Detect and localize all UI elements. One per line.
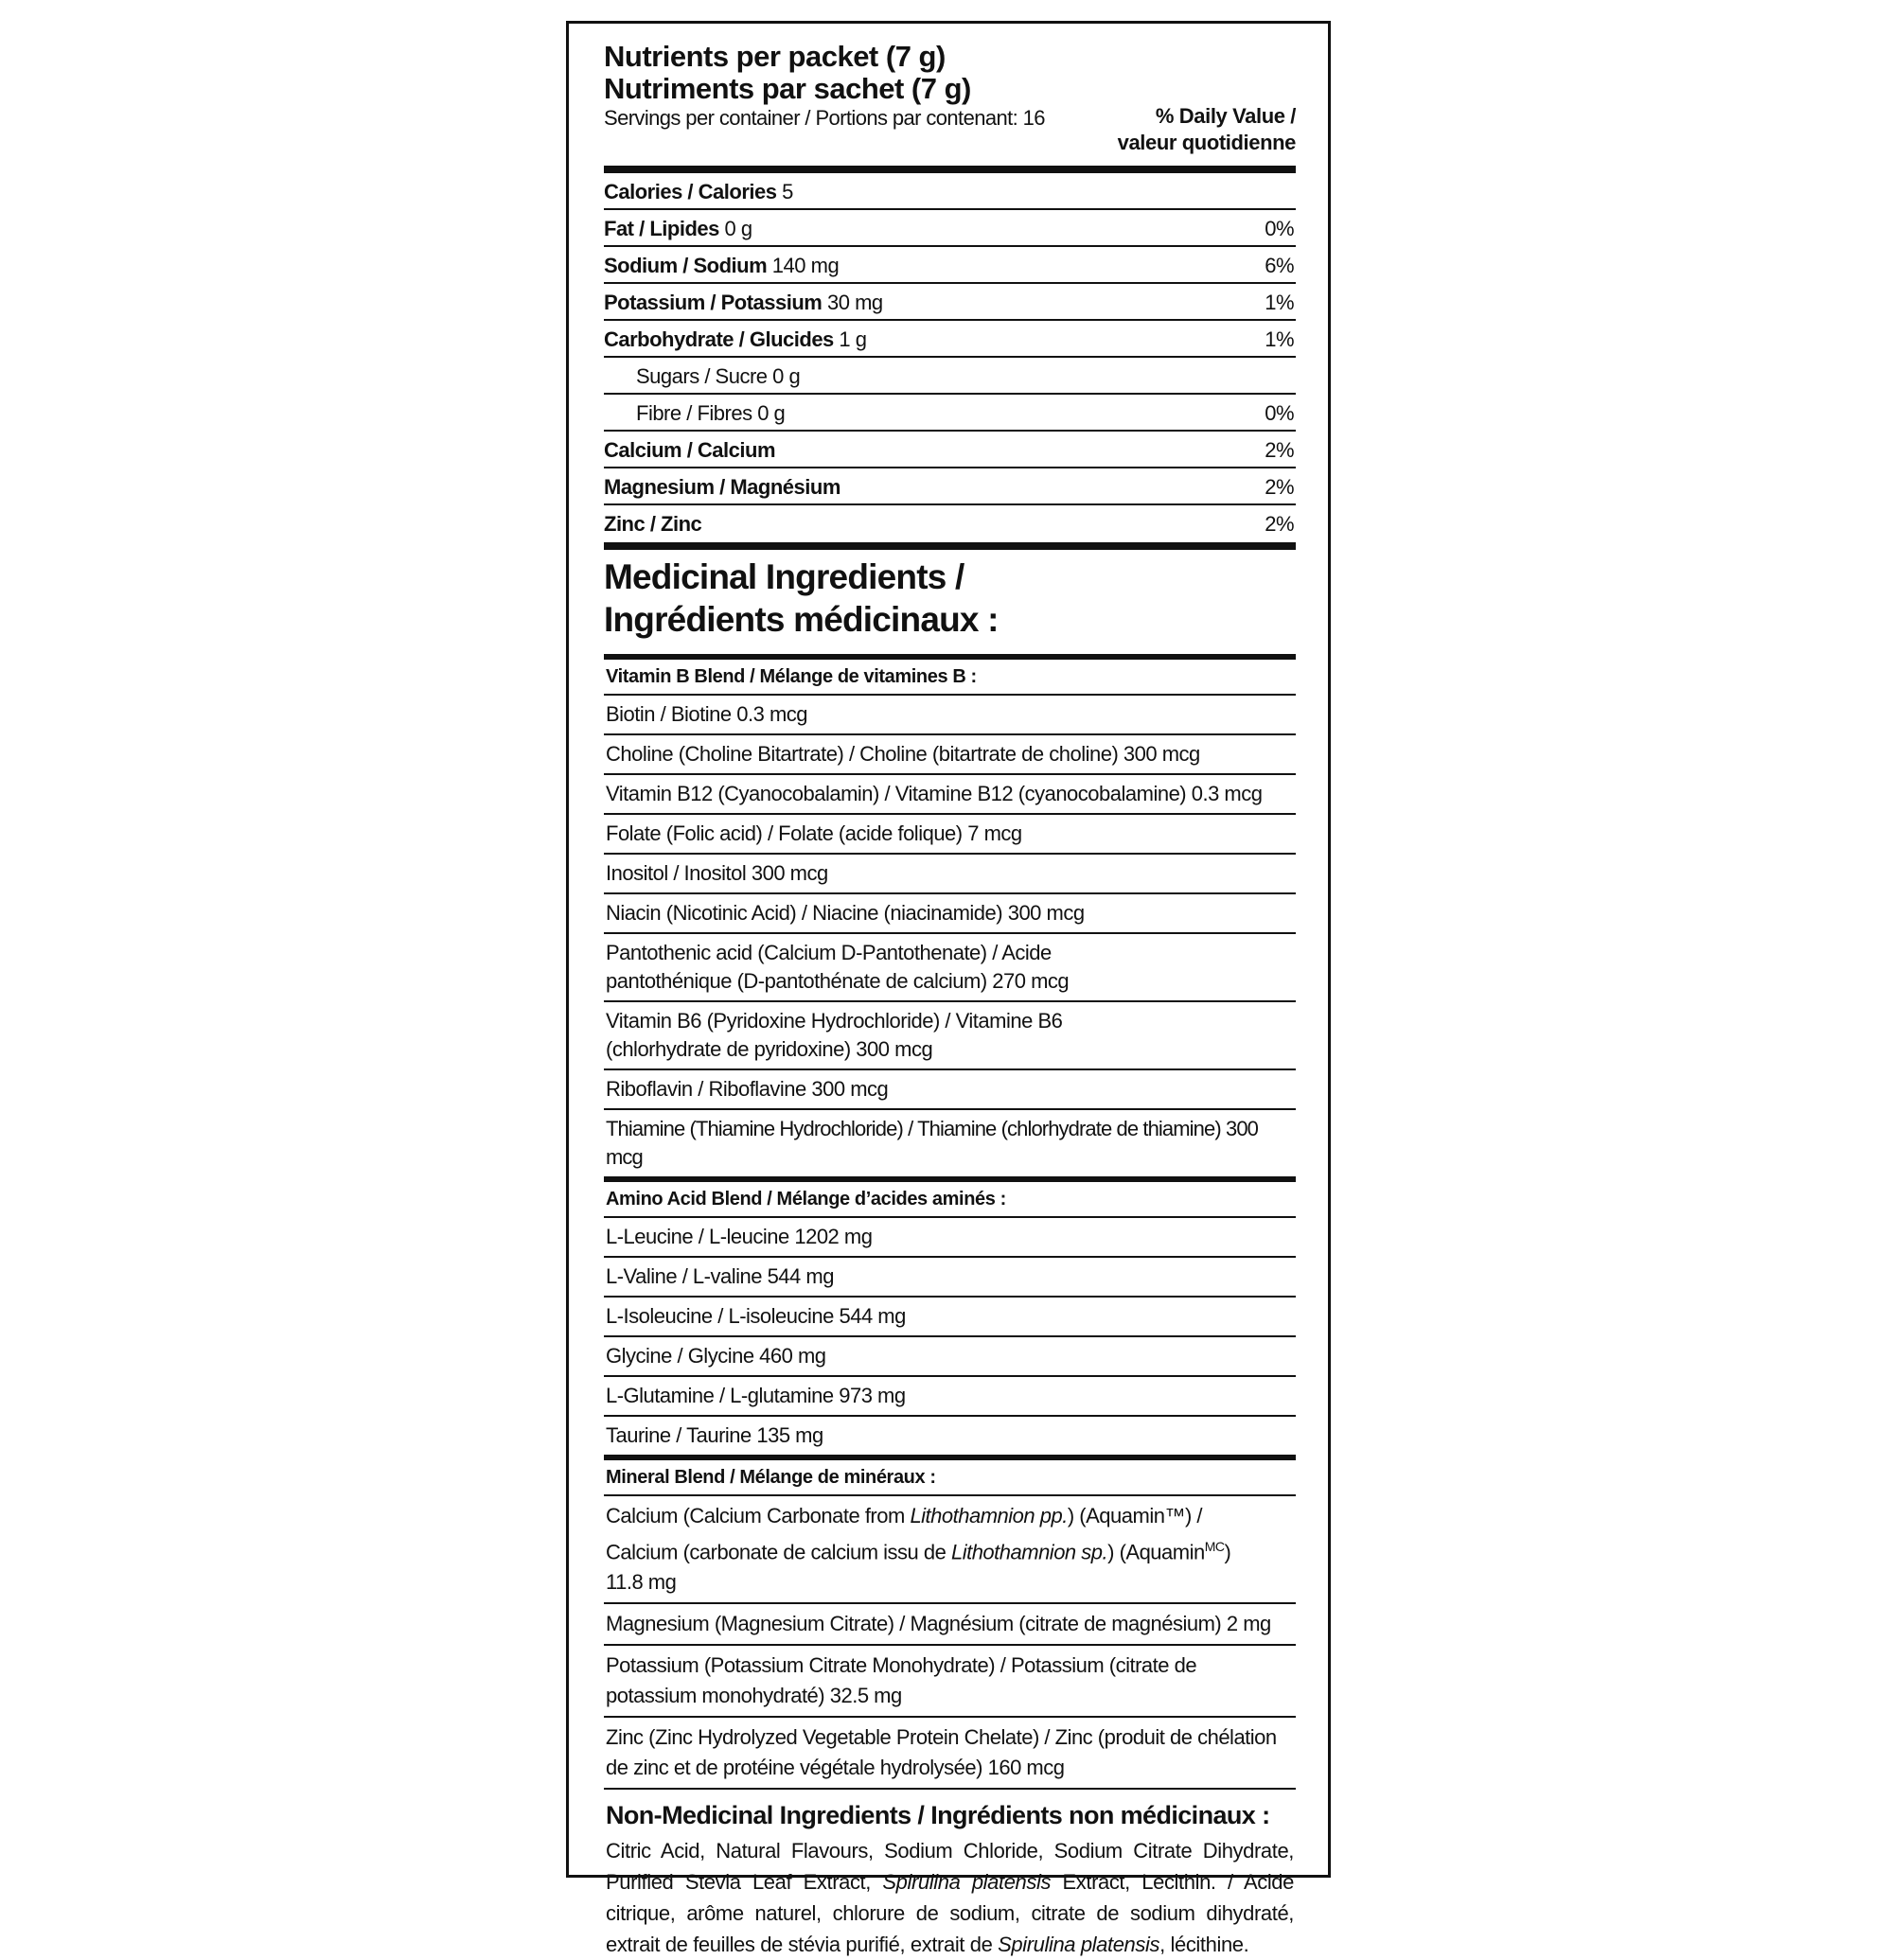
italic-species: Lithothamnion pp.: [910, 1504, 1068, 1527]
list-item: Choline (Choline Bitartrate) / Choline (bitartrate de choline) 300 mcg: [604, 735, 1296, 775]
text-part: Extract, Lecithin. / Acide citrique, arôme naturel, chlorure de sodium, citrate de sodium dihydraté, extrait de feuilles de stévia purifié, extrait de: [606, 1870, 1294, 1957]
text-part: Citric Acid, Natural Flavours, Sodium Chloride, Sodium Citrate Dihydrate, Purified Stevia Leaf Extract,: [606, 1839, 1294, 1895]
list-item: Taurine / Taurine 135 mg: [606, 1423, 823, 1447]
trademark-superscript: MC: [1204, 1539, 1225, 1554]
nutrient-row-sodium: [604, 247, 1296, 284]
list-item: Glycine / Glycine 460 mg: [604, 1337, 1296, 1377]
nutrient-dv: 0%: [1265, 217, 1294, 240]
nutrition-header: [604, 41, 1296, 166]
nutrient-row-potassium: [604, 284, 1296, 321]
nutrient-row-fibre: [604, 395, 1296, 432]
daily-value-line1: % Daily Value /: [1155, 104, 1296, 128]
title-en: Nutrients per packet (7 g): [604, 40, 946, 73]
list-item: Magnesium (Magnesium Citrate) / Magnésium (citrate de magnésium) 2 mg: [604, 1604, 1296, 1646]
nutrient-name: Zinc / Zinc: [604, 512, 702, 536]
text-part: ) (Aquamin: [1107, 1540, 1205, 1564]
nutrient-amount: 30 mg: [826, 291, 883, 314]
italic-species: Spirulina platensis: [998, 1933, 1160, 1957]
nutrient-amount: 140 mg: [771, 254, 840, 277]
list-item: Niacin (Nicotinic Acid) / Niacine (niacinamide) 300 mcg: [604, 894, 1296, 934]
nutrient-amount: Fibre / Fibres 0 g: [636, 401, 786, 425]
italic-species: Lithothamnion sp.: [950, 1540, 1108, 1564]
nutrient-row-sugars: [604, 358, 1296, 395]
nutrient-row-calories: [604, 173, 1296, 210]
list-item: L-Glutamine / L-glutamine 973 mg: [604, 1377, 1296, 1417]
nutrient-amount: 5: [782, 180, 793, 203]
daily-value-heading: [1118, 103, 1296, 156]
mineral-list: [604, 1496, 1296, 1790]
amino-acid-blend-heading: Amino Acid Blend / Mélange d’acides aminés :: [604, 1182, 1296, 1218]
nutrient-row-calcium: [604, 432, 1296, 468]
nutrient-name: Carbohydrate / Glucides: [604, 327, 834, 351]
thick-divider: [604, 542, 1296, 550]
nutrient-dv: 1%: [1265, 327, 1294, 351]
list-item: L-Valine / L-valine 544 mg: [604, 1258, 1296, 1298]
list-item: Zinc (Zinc Hydrolyzed Vegetable Protein Chelate) / Zinc (produit de chélation de zinc et de protéine végétale hydrolysée) 160 mcg: [604, 1718, 1296, 1790]
medicinal-ingredients-title: [604, 550, 1296, 654]
nutrient-table: [604, 173, 1296, 542]
list-item: Biotin / Biotine 0.3 mcg: [604, 696, 1296, 735]
nutrient-amount: 1 g: [839, 327, 867, 351]
nutrient-dv: 0%: [1265, 401, 1294, 425]
servings-line: Servings per container / Portions par contenant: 16: [604, 106, 1045, 130]
nutrient-name: Calcium / Calcium: [604, 438, 776, 462]
list-item: Vitamin B6 (Pyridoxine Hydrochloride) / Vitamine B6 (chlorhydrate de pyridoxine) 300 mcg: [604, 1002, 1296, 1070]
vitamin-b-blend-heading: Vitamin B Blend / Mélange de vitamines B :: [604, 660, 1296, 696]
supplement-facts-label: [566, 21, 1331, 1957]
nutrient-row-carbohydrate: [604, 321, 1296, 358]
medicinal-title-line2: Ingrédients médicinaux :: [604, 600, 999, 639]
list-item: Riboflavin / Riboflavine 300 mcg: [604, 1070, 1296, 1110]
nutrient-amount: Sugars / Sucre 0 g: [636, 364, 801, 388]
nutrient-name: Fat / Lipides: [604, 217, 719, 240]
list-item: Pantothenic acid (Calcium D-Pantothenate) / Acide pantothénique (D-pantothénate de calcium) 270 mcg: [604, 934, 1296, 1002]
nutrient-name: Potassium / Potassium: [604, 291, 823, 314]
daily-value-line2: valeur quotidienne: [1117, 131, 1296, 154]
mineral-blend-heading: Mineral Blend / Mélange de minéraux :: [604, 1460, 1296, 1496]
list-item: Thiamine (Thiamine Hydrochloride) / Thiamine (chlorhydrate de thiamine) 300 mcg: [606, 1117, 1258, 1169]
title-fr: Nutriments par sachet (7 g): [604, 72, 971, 105]
italic-species: Spirulina platensis: [882, 1870, 1052, 1895]
list-item-calcium: [604, 1496, 1296, 1604]
nutrient-name: Magnesium / Magnésium: [604, 475, 840, 499]
list-item: Potassium (Potassium Citrate Monohydrate) / Potassium (citrate de potassium monohydraté) 32.5 mg: [604, 1646, 1296, 1718]
vitamin-b-list: [604, 696, 1296, 1176]
text-part: ) (Aquamin™) / Calcium (carbonate de calcium issu de: [606, 1504, 1202, 1564]
nutrient-dv: 1%: [1265, 291, 1294, 314]
nutrient-name: Sodium / Sodium: [604, 254, 768, 277]
nutrient-name: Calories / Calories: [604, 180, 777, 203]
list-item: L-Leucine / L-leucine 1202 mg: [604, 1218, 1296, 1258]
text-part: , lécithine.: [1159, 1933, 1249, 1957]
list-item: Vitamin B12 (Cyanocobalamin) / Vitamine B12 (cyanocobalamine) 0.3 mcg: [604, 775, 1296, 815]
nutrient-row-magnesium: [604, 468, 1296, 505]
nutrient-row-zinc: [604, 505, 1296, 542]
non-medicinal-title: Non-Medicinal Ingredients / Ingrédients non médicinaux :: [606, 1801, 1270, 1830]
thick-divider: [604, 166, 1296, 173]
nutrient-amount: 0 g: [724, 217, 752, 240]
label-content: [604, 41, 1296, 1960]
nutrient-dv: 2%: [1265, 512, 1294, 536]
medicinal-title-line1: Medicinal Ingredients /: [604, 557, 964, 596]
list-item: L-Isoleucine / L-isoleucine 544 mg: [604, 1298, 1296, 1337]
list-item: Inositol / Inositol 300 mcg: [604, 855, 1296, 894]
text-part: Calcium (Calcium Carbonate from: [606, 1504, 911, 1527]
nutrient-dv: 2%: [1265, 438, 1294, 462]
list-item: Folate (Folic acid) / Folate (acide folique) 7 mcg: [604, 815, 1296, 855]
nutrient-dv: 6%: [1265, 254, 1294, 277]
text-part: ) 11.8 mg: [606, 1540, 1231, 1595]
non-medicinal-text: [604, 1831, 1296, 1960]
nutrient-dv: 2%: [1265, 475, 1294, 499]
amino-acid-list: [604, 1218, 1296, 1455]
nutrient-row-fat: [604, 210, 1296, 247]
